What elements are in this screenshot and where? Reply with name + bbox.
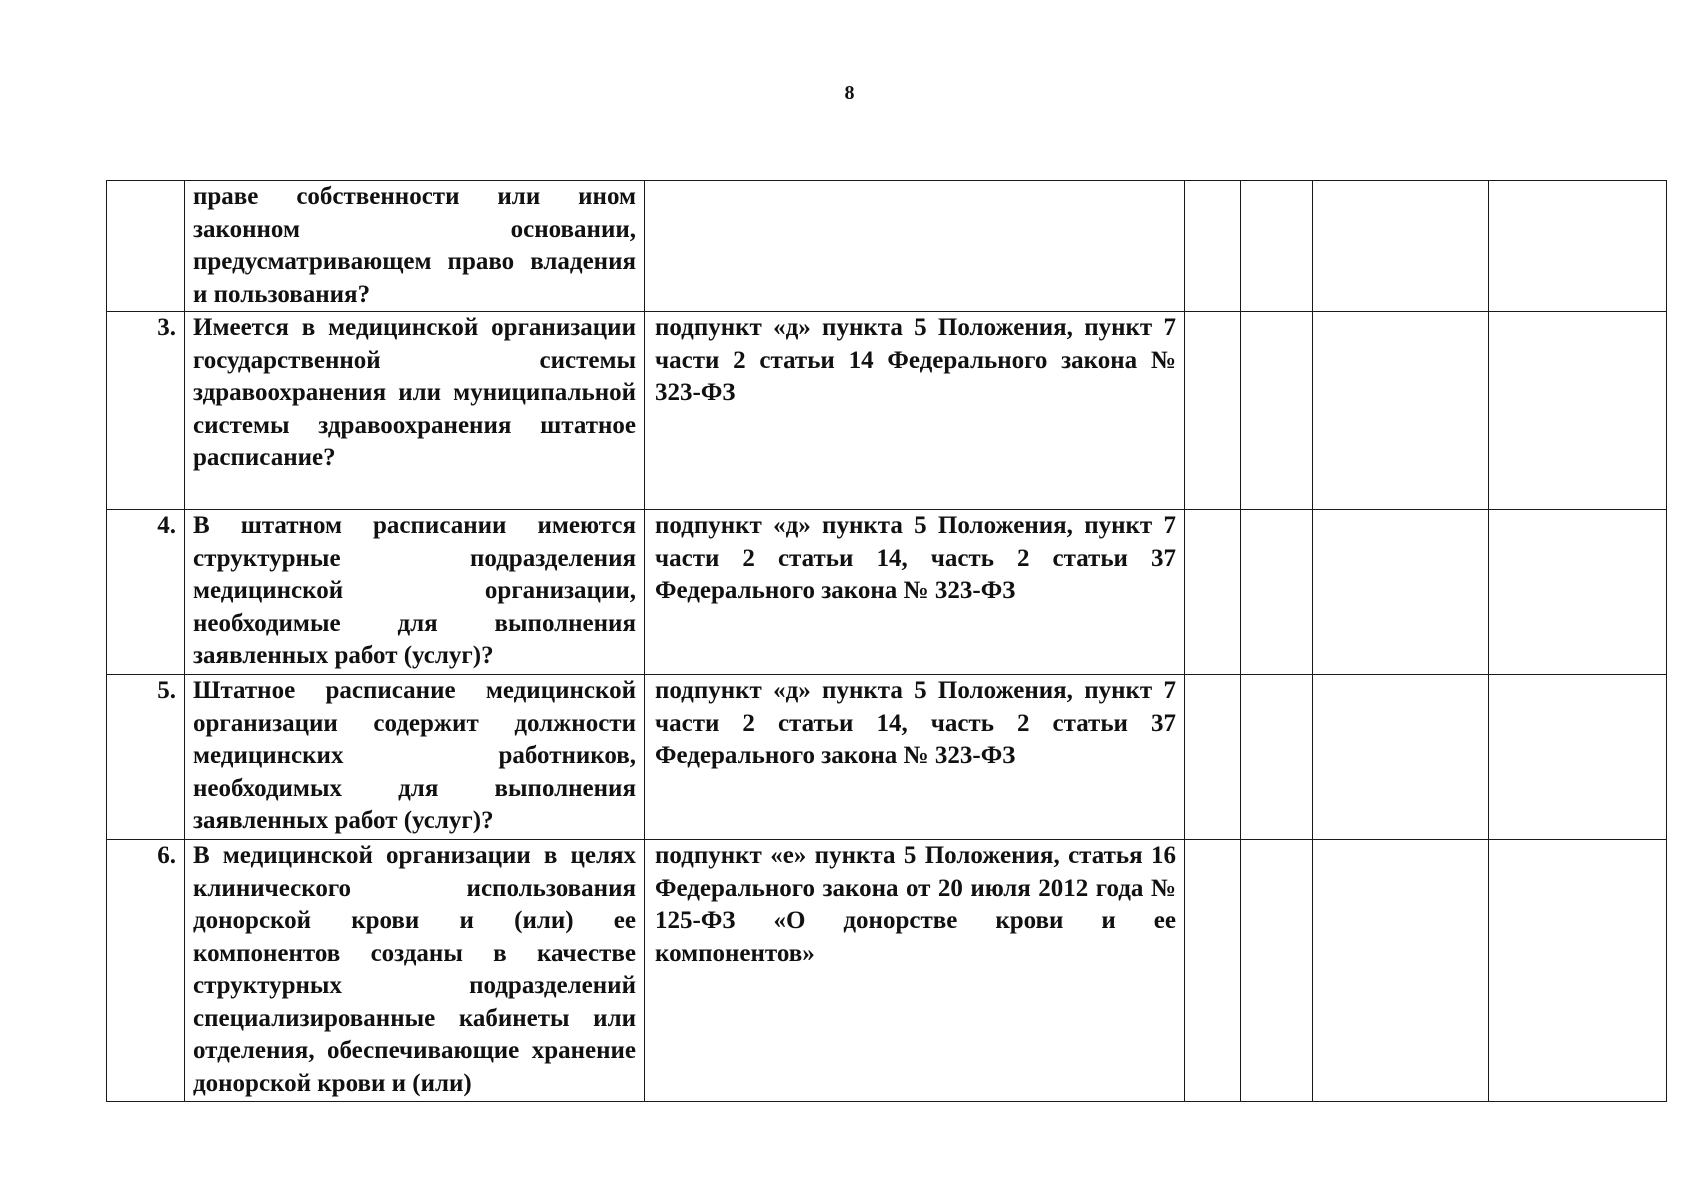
row-number	[107, 181, 185, 312]
answer-cell-yes	[1185, 312, 1241, 510]
answer-cell-na	[1313, 675, 1489, 840]
legal-basis-cell	[645, 181, 1185, 312]
note-cell	[1489, 840, 1667, 1102]
table-row	[107, 312, 1667, 510]
row-number: 5.	[107, 675, 185, 840]
table-row	[107, 510, 1667, 675]
legal-basis-cell: подпункт «д» пункта 5 Положения, пункт 7 части 2 статьи 14, часть 2 статьи 37 Федерального закона № 323-ФЗ	[645, 675, 1185, 840]
answer-cell-yes	[1185, 840, 1241, 1102]
answer-cell-yes	[1185, 510, 1241, 675]
row-number: 4.	[107, 510, 185, 675]
row-number: 3.	[107, 312, 185, 510]
answer-cell-no	[1241, 840, 1313, 1102]
question-cell: Штатное расписание медицинской организации содержит должности медицинских работников, необходимых для выполнения заявленных работ (услуг)?	[185, 675, 645, 840]
note-cell	[1489, 510, 1667, 675]
answer-cell-no	[1241, 675, 1313, 840]
legal-basis-cell: подпункт «д» пункта 5 Положения, пункт 7 части 2 статьи 14 Федерального закона № 323-ФЗ	[645, 312, 1185, 510]
answer-cell-no	[1241, 181, 1313, 312]
table-row	[107, 840, 1667, 1102]
note-cell	[1489, 181, 1667, 312]
question-cell: В штатном расписании имеются структурные подразделения медицинской организации, необходимые для выполнения заявленных работ (услуг)?	[185, 510, 645, 675]
answer-cell-no	[1241, 312, 1313, 510]
answer-cell-no	[1241, 510, 1313, 675]
answer-cell-na	[1313, 840, 1489, 1102]
question-cell: В медицинской организации в целях клинического использования донорской крови и (или) ее компонентов созданы в качестве структурных подразделений специализированные кабинеты или отделения, обеспечивающие хранение донорской крови и (или)	[185, 840, 645, 1102]
checklist-table	[106, 180, 1667, 1102]
table-row	[107, 181, 1667, 312]
answer-cell-na	[1313, 510, 1489, 675]
table-row	[107, 675, 1667, 840]
answer-cell-na	[1313, 312, 1489, 510]
question-cell: Имеется в медицинской организации государственной системы здравоохранения или муниципальной системы здравоохранения штатное расписание?	[185, 312, 645, 510]
note-cell	[1489, 312, 1667, 510]
answer-cell-yes	[1185, 675, 1241, 840]
answer-cell-yes	[1185, 181, 1241, 312]
answer-cell-na	[1313, 181, 1489, 312]
row-number: 6.	[107, 840, 185, 1102]
note-cell	[1489, 675, 1667, 840]
legal-basis-cell: подпункт «д» пункта 5 Положения, пункт 7 части 2 статьи 14, часть 2 статьи 37 Федерального закона № 323-ФЗ	[645, 510, 1185, 675]
legal-basis-cell: подпункт «е» пункта 5 Положения, статья 16 Федерального закона от 20 июля 2012 года № 125-ФЗ «О донорстве крови и ее компонентов»	[645, 840, 1185, 1102]
question-cell: праве собственности или ином законном основании, предусматривающем право владения и пользования?	[185, 181, 645, 312]
page-number: 8	[844, 82, 855, 104]
